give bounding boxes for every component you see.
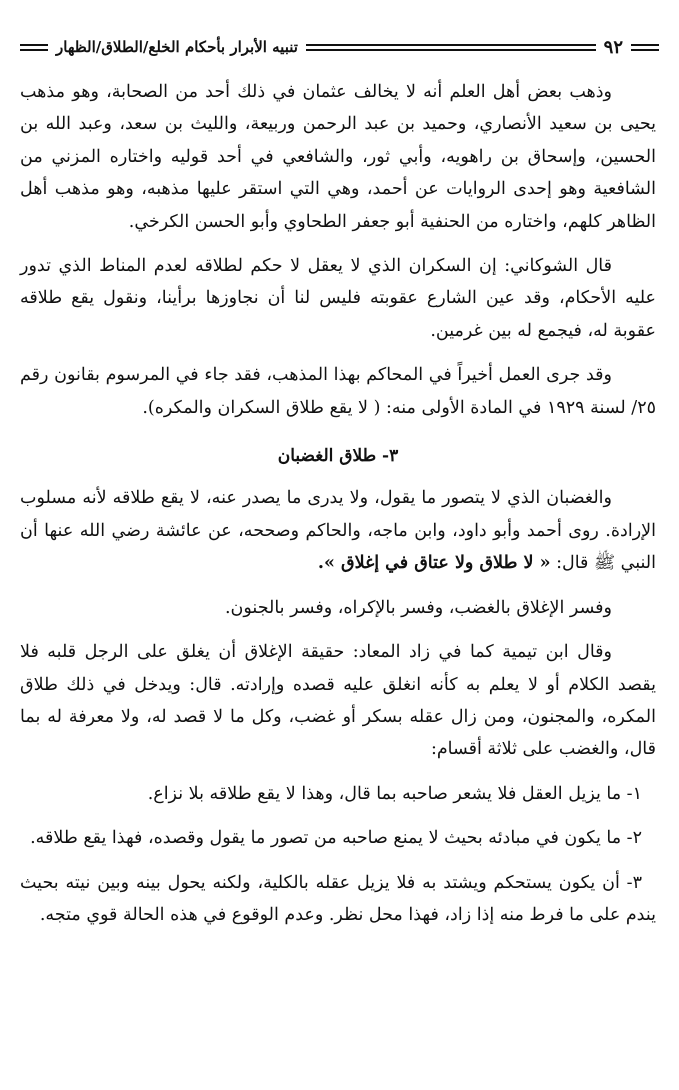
- paragraph-scholars: وذهب بعض أهل العلم أنه لا يخالف عثمان في ذلك أحد من الصحابة، وهو مذهب يحيى بن سعيد الأنصاري، وحميد بن عبد الرحمن وربيعة، والليث بن سعد، وعبد الله بن الحسين، وإسحاق بن راهويه، وأبي ثور، والشافعي في أحد قوليه واختاره المزني من الشافعية وهو إحدى الروايات عن أحمد، وهي التي استقر عليها مذهبه، وهو مذهب أهل الظاهر كلهم، واختاره من الحنفية أبو جعفر الطحاوي وأبو الحسن الكرخي.: [20, 82, 656, 232]
- paragraph-angry-text: والغضبان الذي لا يتصور ما يقول، ولا يدرى ما يصدر عنه، لا يقع طلاقه لأنه مسلوب الإرادة. روى أحمد وأبو داود، وابن ماجه، والحاكم وصححه، عن عائشة رضي الله عنها أن النبي ﷺ قال:: [20, 488, 656, 574]
- paragraph-courts: وقد جرى العمل أخيراً في المحاكم بهذا المذهب، فقد جاء في المرسوم بقانون رقم ٢٥/ لسنة ١٩٢٩ في المادة الأولى منه: ( لا يقع طلاق السكران والمكره).: [20, 365, 656, 418]
- page-body: [20, 76, 656, 931]
- header-rule-middle: [306, 44, 596, 51]
- list-item-3: ٣- أن يكون يستحكم ويشتد به فلا يزيل عقله بالكلية، ولكنه يحول بينه وبين نيته بحيث يندم على ما فرط منه إذا زاد، فهذا محل نظر. وعدم الوقوع في هذه الحالة قوي متجه.: [20, 872, 656, 925]
- list-item-1: ١- ما يزيل العقل فلا يشعر صاحبه بما قال، وهذا لا يقع طلاقه بلا نزاع.: [147, 783, 642, 804]
- paragraph-angry-divorce: [20, 482, 656, 579]
- running-header: [20, 30, 659, 64]
- paragraph-shawkani: قال الشوكاني: إن السكران الذي لا يعقل لا حكم لطلاقه لعدم المناط الذي تدور عليه الأحكام، وقد عين الشارع عقوبته فليس لنا أن نجاوزها برأينا، ونقول يقع طلاقه عقوبة له، فيجمع له بين غرمين.: [20, 256, 656, 341]
- paragraph-ighlaq: وفسر الإغلاق بالغضب، وفسر بالإكراه، وفسر بالجنون.: [224, 597, 612, 618]
- page-number: ٩٢: [603, 36, 623, 58]
- header-rule-left: [20, 44, 48, 51]
- paragraph-ibn-taymiyyah: وقال ابن تيمية كما في زاد المعاد: حقيقة الإغلاق أن يغلق على الرجل قلبه فلا يقصد الكلام أو لا يعلم به كأنه انغلق عليه قصده وإرادته. قال: ويدخل في ذلك طلاق المكره، والمجنون، ومن زال عقله بسكر أو غضب، وكل ما لا قصد له، ولا معرفة له بما قال، والغضب على ثلاثة أقسام:: [20, 642, 656, 760]
- header-title: تنبيه الأبرار بأحكام الخلع/الطلاق/الظهار: [56, 38, 298, 56]
- header-rule-right: [631, 44, 659, 51]
- hadith-quote: « لا طلاق ولا عتاق في إغلاق ».: [317, 553, 551, 574]
- list-item-2: ٢- ما يكون في مبادئه بحيث لا يمنع صاحبه من تصور ما يقول وقصده، فهذا يقع طلاقه.: [30, 828, 642, 849]
- section-heading: ٣- طلاق الغضبان: [277, 446, 399, 467]
